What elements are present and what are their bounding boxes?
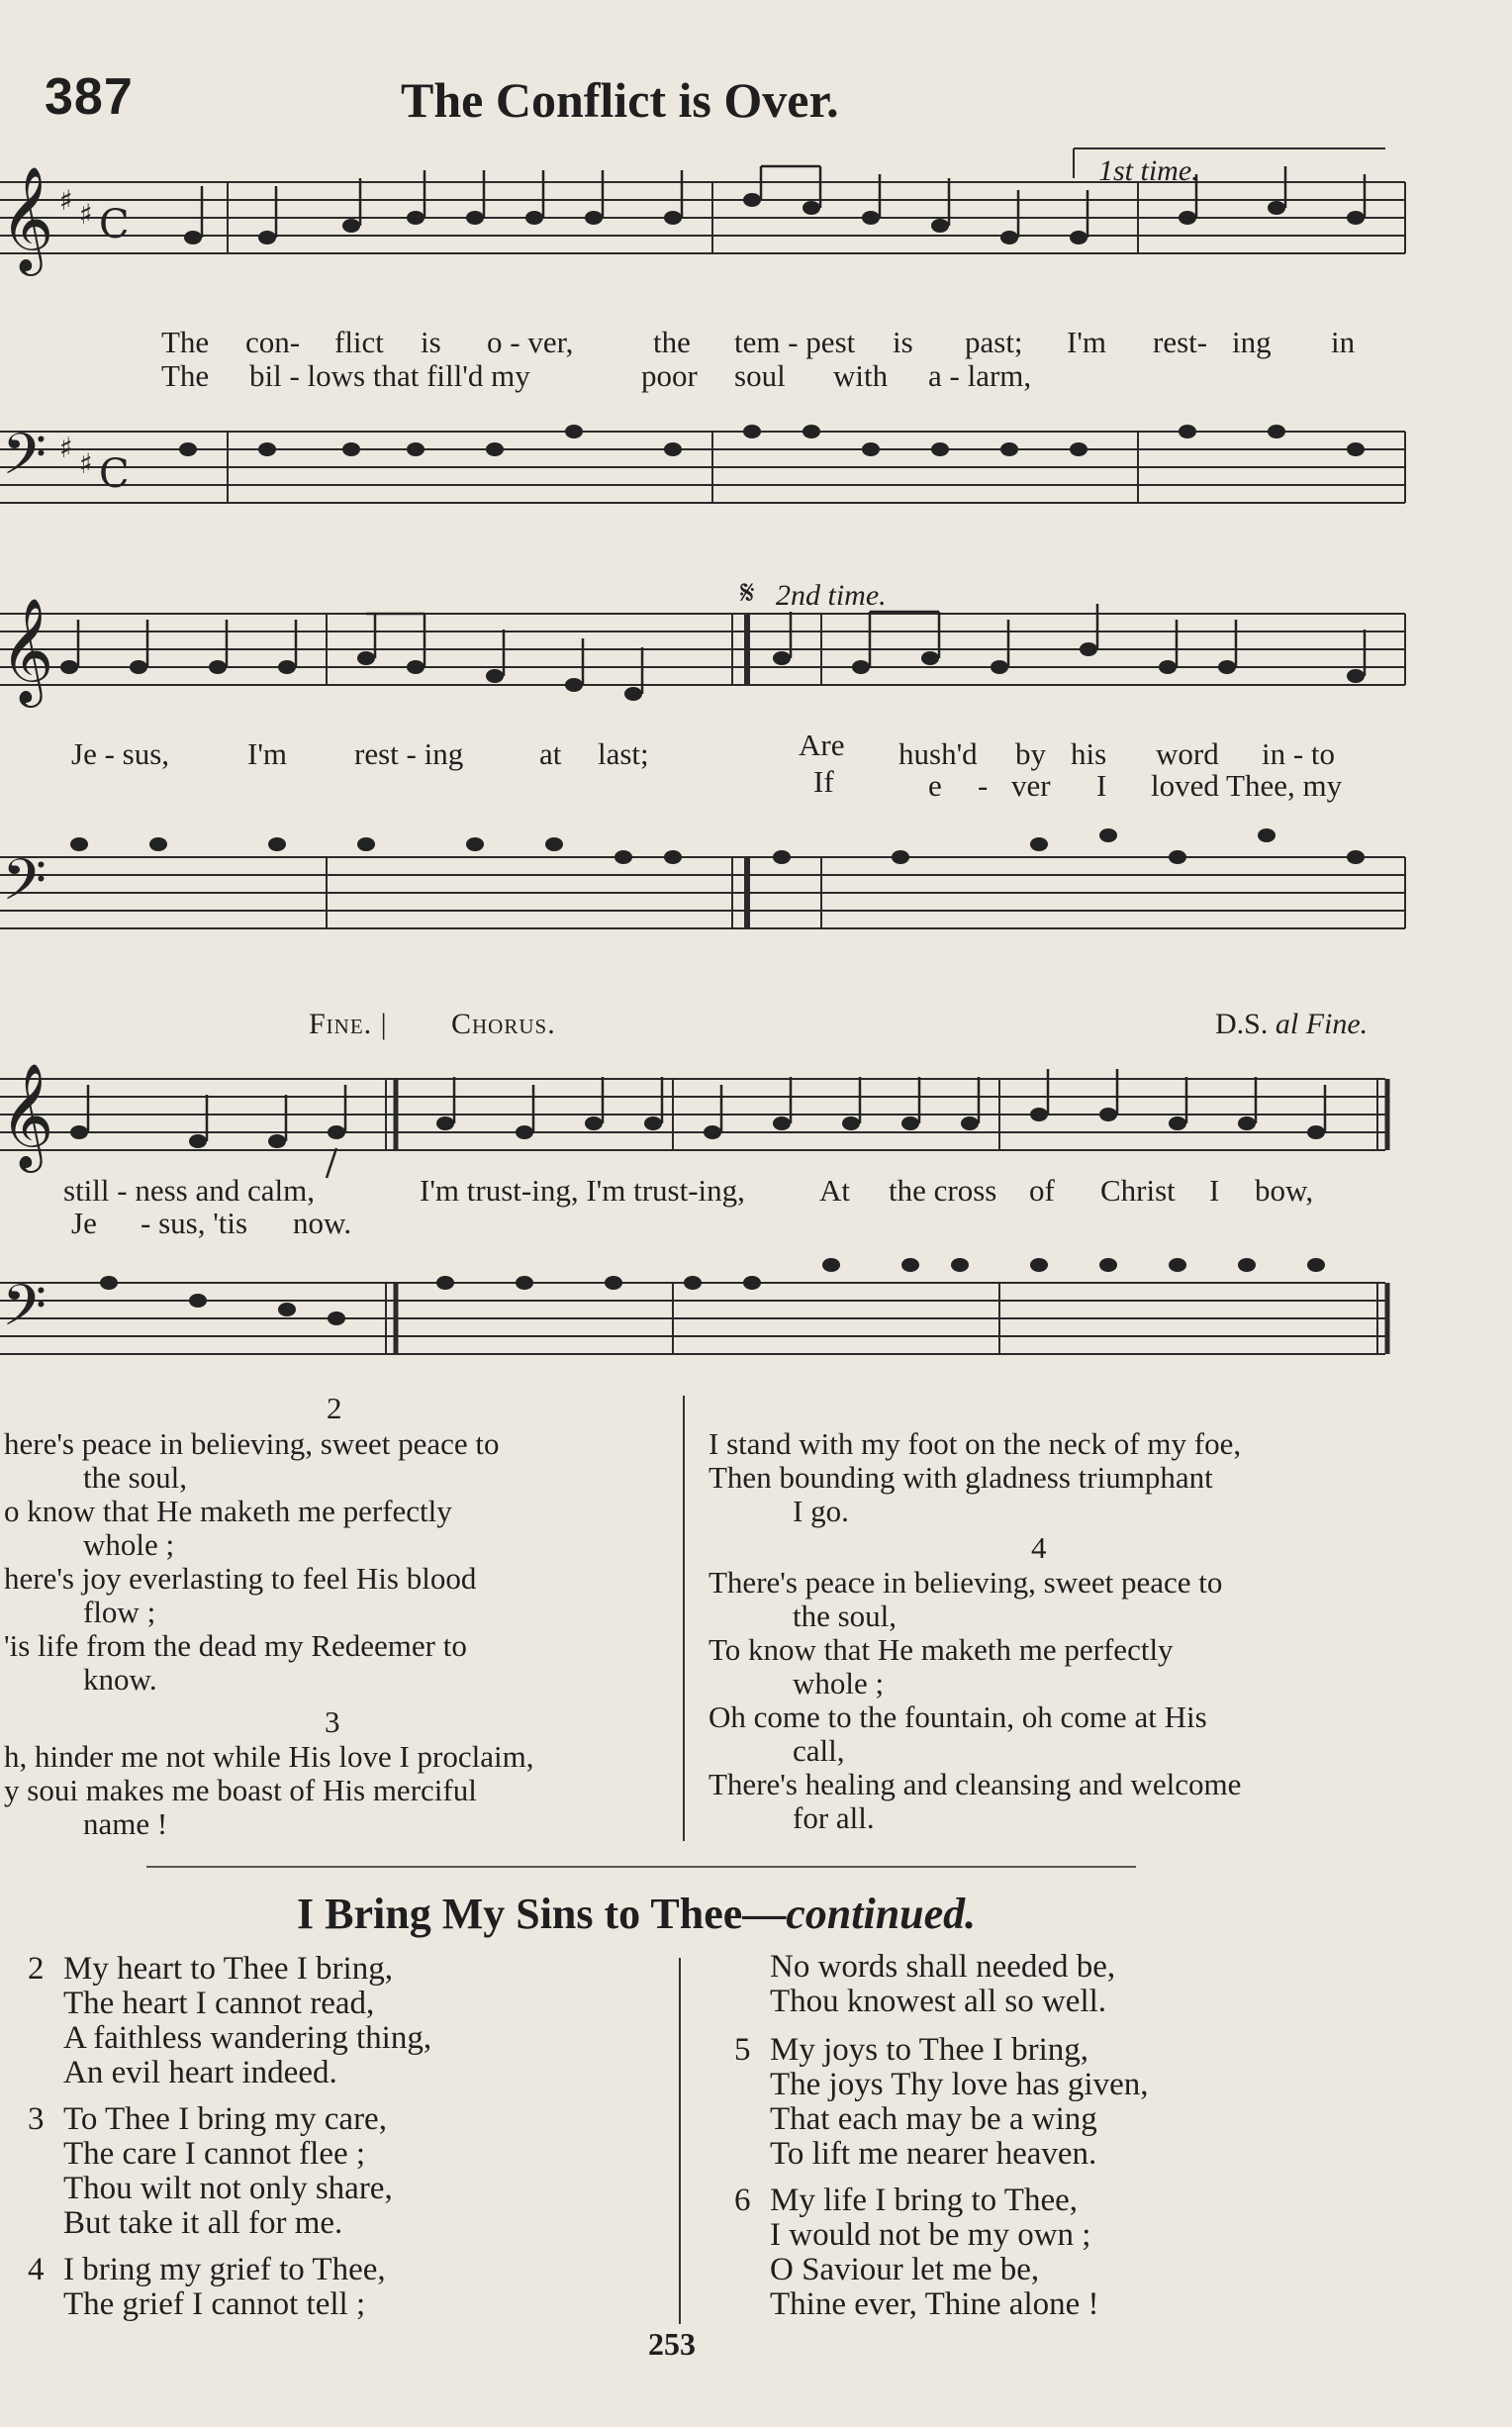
lyric-word: in - to	[1262, 736, 1336, 771]
svg-text:♯: ♯	[59, 184, 73, 217]
lyric-word: the	[653, 325, 691, 359]
lyric-word: -	[978, 768, 989, 803]
bass-clef-icon: 𝄢	[2, 421, 47, 502]
column-divider	[683, 1396, 685, 1841]
lyric-phrase: still - ness and calm,	[63, 1173, 315, 1208]
lyric-word: con-	[245, 325, 301, 359]
fine-mark: Fine. |	[309, 1008, 388, 1040]
continued-right-column	[734, 1950, 1149, 2322]
lyric-word: o - ver,	[487, 325, 574, 359]
lyric-word: loved Thee, my	[1151, 768, 1343, 803]
lyric-word: a - larm,	[928, 358, 1032, 393]
svg-text:C: C	[99, 451, 130, 497]
stanza-3: 3 To Thee I bring my care, The care I cannot flee ; Thou wilt not only share, But take it all for me.	[28, 2101, 393, 2241]
column-divider	[679, 1958, 681, 2324]
lyric-word: his	[1071, 736, 1107, 771]
lyric-word: I	[1096, 768, 1107, 803]
verse-3: h, hinder me not while His love I proclaim, y soui makes me boast of His merciful name !	[4, 1739, 534, 1841]
lyric-phrase: I'm trust-ing, I'm trust-ing,	[420, 1173, 745, 1208]
lyric-word: The	[161, 358, 210, 393]
verse-4: There's peace in believing, sweet peace to the soul, To know that He maketh me perfectly whole ; Oh come to the fountain, oh come at His call, There's healing and cleansing and welcome for all.	[709, 1565, 1242, 1835]
svg-text:C: C	[99, 202, 130, 247]
chorus-mark: Chorus.	[451, 1008, 556, 1040]
lyric-word: Je	[71, 1206, 97, 1240]
first-time-mark: 1st time.	[1098, 154, 1199, 187]
lyric-word: ing	[1232, 325, 1272, 359]
stanza-4-continued: No words shall needed be, Thou knowest all so well.	[770, 1949, 1116, 2019]
svg-text:♯: ♯	[79, 447, 93, 480]
segno-icon: 𝄋	[740, 573, 755, 613]
lyric-word: now.	[293, 1206, 352, 1240]
lyric-word: is	[893, 325, 913, 359]
stanza-4: 4 I bring my grief to Thee, The grief I cannot tell ;	[28, 2252, 386, 2322]
lyric-word: e	[928, 768, 942, 803]
lyric-word: soul	[734, 358, 786, 393]
continued-title: I Bring My Sins to Thee—continued.	[297, 1890, 977, 1938]
lyric-word: with	[833, 358, 889, 393]
lyric-word: past;	[965, 325, 1023, 359]
lyric-word: last;	[598, 736, 649, 771]
lyric-word: in	[1331, 325, 1356, 359]
svg-text:♯: ♯	[59, 432, 73, 464]
lyric-word: word	[1156, 736, 1219, 771]
bass-clef-icon: 𝄢	[2, 846, 47, 927]
stanza-6: 6 My life I bring to Thee, I would not be my own ; O Saviour let me be, Thine ever, Thine alone !	[734, 2183, 1099, 2322]
page-number: 253	[648, 2326, 696, 2362]
treble-clef-icon: 𝄞	[0, 1062, 54, 1168]
lyric-word: hush'd	[898, 736, 978, 771]
lyric-word: tem - pest	[734, 325, 856, 359]
bass-clef-icon: 𝄢	[2, 1272, 47, 1353]
lyric-word: bil - lows that fill'd my	[249, 358, 530, 393]
lyric-word: by	[1015, 736, 1046, 771]
lyric-word: poor	[641, 358, 698, 393]
lyric-word: is	[421, 325, 441, 359]
treble-clef-icon: 𝄞	[0, 597, 54, 703]
continued-left-column	[28, 1952, 431, 2322]
lyric-word: Are	[799, 728, 845, 762]
lyric-word: Je - sus,	[71, 736, 170, 771]
hymn-title: The Conflict is Over.	[401, 72, 839, 128]
verse-2: here's peace in believing, sweet peace to the soul, o know that He maketh me perfectly whole ; here's joy everlasting to feel His blood flow ; 'is life from the dead my Redeemer to know.	[4, 1426, 500, 1697]
verse-number: 2	[327, 1391, 342, 1425]
lyric-word: the cross	[889, 1173, 997, 1208]
section-divider	[146, 1866, 1136, 1868]
lyric-word: rest-	[1153, 325, 1208, 359]
lyric-word: I'm	[247, 736, 288, 771]
lyric-word: If	[813, 764, 834, 799]
lyric-word: At	[819, 1173, 850, 1208]
second-time-mark: 2nd time.	[776, 579, 887, 612]
treble-clef-icon: 𝄞	[0, 165, 54, 271]
lyric-word: bow,	[1255, 1173, 1314, 1208]
verse-number: 3	[325, 1704, 340, 1739]
lyric-word: at	[539, 736, 562, 771]
lyric-word: - sus, 'tis	[141, 1206, 248, 1240]
verse-3-continued: I stand with my foot on the neck of my foe, Then bounding with gladness triumphant I go.	[709, 1426, 1242, 1528]
ds-al-fine-mark: D.S. al Fine.	[1215, 1008, 1369, 1040]
lyric-word: I	[1209, 1173, 1220, 1208]
stanza-5: 5 My joys to Thee I bring, The joys Thy love has given, That each may be a wing To lift me nearer heaven.	[734, 2032, 1149, 2172]
lyric-word: Christ	[1100, 1173, 1176, 1208]
lyric-word: The	[161, 325, 210, 359]
svg-text:♯: ♯	[79, 198, 93, 231]
lyric-word: I'm	[1067, 325, 1107, 359]
lyric-word: of	[1029, 1173, 1055, 1208]
lyric-word: rest - ing	[354, 736, 464, 771]
lyric-word: ver	[1011, 768, 1051, 803]
hymn-number: 387	[45, 68, 134, 126]
stanza-2: 2 My heart to Thee I bring, The heart I cannot read, A faithless wandering thing, An evil heart indeed.	[28, 1951, 432, 2090]
lyric-word: flict	[334, 325, 384, 359]
verse-number: 4	[1031, 1530, 1047, 1565]
